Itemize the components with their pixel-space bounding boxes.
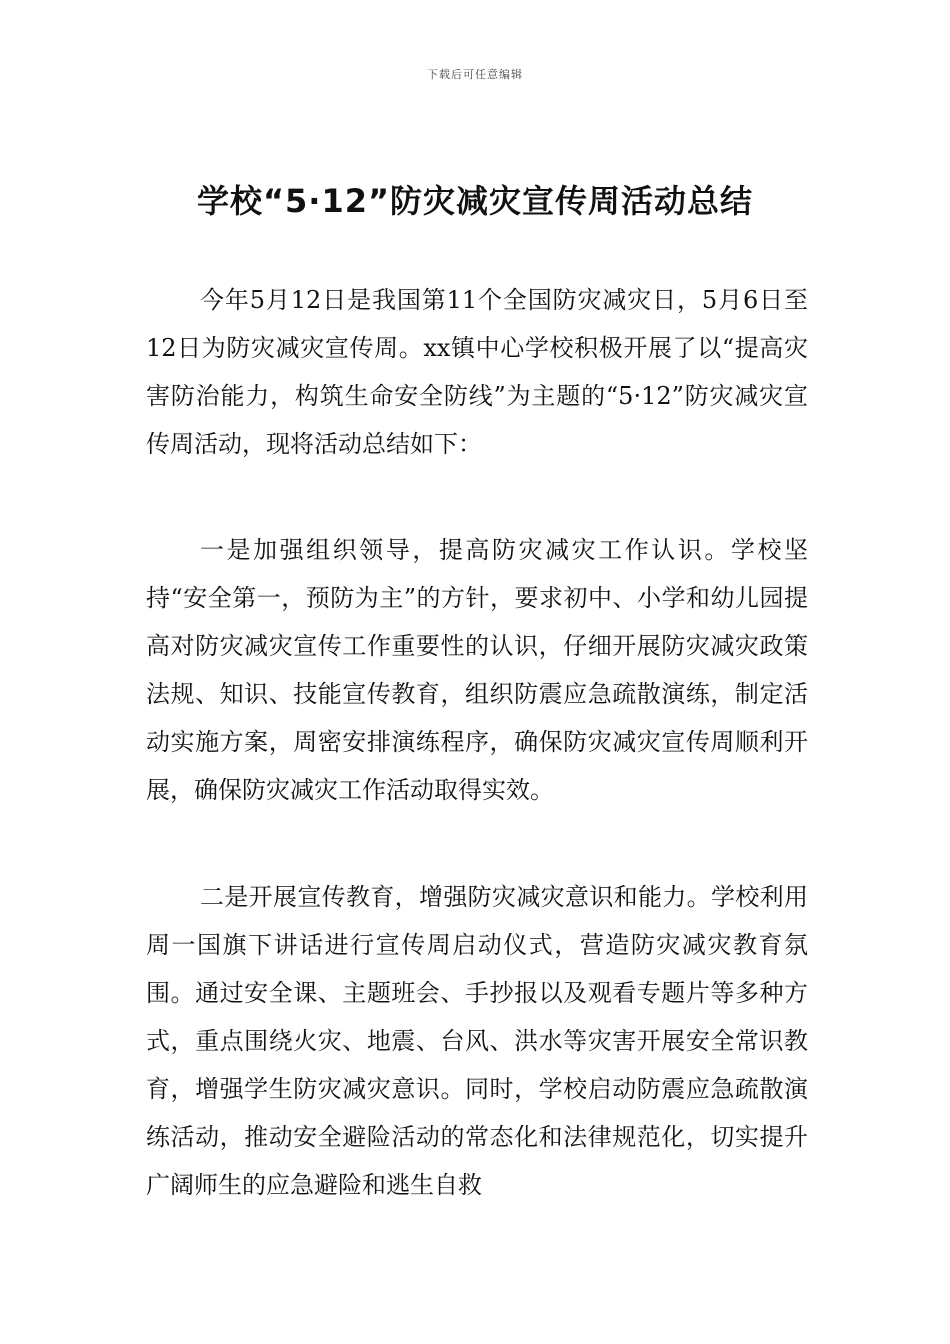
paragraph-organization: 一是加强组织领导，提高防灾减灾工作认识。学校坚持“安全第一，预防为主”的方针，要求初中、小学和幼儿园提高对防灾减灾宣传工作重要性的认识，仔细开展防灾减灾政策法规、知识、技能宣传教育，组织防震应急疏散演练，制定活动实施方案，周密安排演练程序，确保防灾减灾宣传周顺利开展，确保防灾减灾工作活动取得实效。 [146,536,808,804]
paragraph-education: 二是开展宣传教育，增强防灾减灾意识和能力。学校利用周一国旗下讲话进行宣传周启动仪式，营造防灾减灾教育氛围。通过安全课、主题班会、手抄报以及观看专题片等多种方式，重点围绕火灾、地震、台风、洪水等灾害开展安全常识教育，增强学生防灾减灾意识。同时，学校启动防震应急疏散演练活动，推动安全避险活动的常态化和法律规范化，切实提升广阔师生的应急避险和逃生自救 [146,883,808,1199]
document-title: 学校“5·12”防灾减灾宣传周活动总结 [196,182,754,220]
paragraph-intro: 今年5月12日是我国第11个全国防灾减灾日，5月6日至12日为防灾减灾宣传周。xx镇中心学校积极开展了以“提高灾害防治能力，构筑生命安全防线”为主题的“5·12”防灾减灾宣传周活动，现将活动总结如下： [146,286,808,458]
header-note: 下载后可任意编辑 [427,68,523,81]
